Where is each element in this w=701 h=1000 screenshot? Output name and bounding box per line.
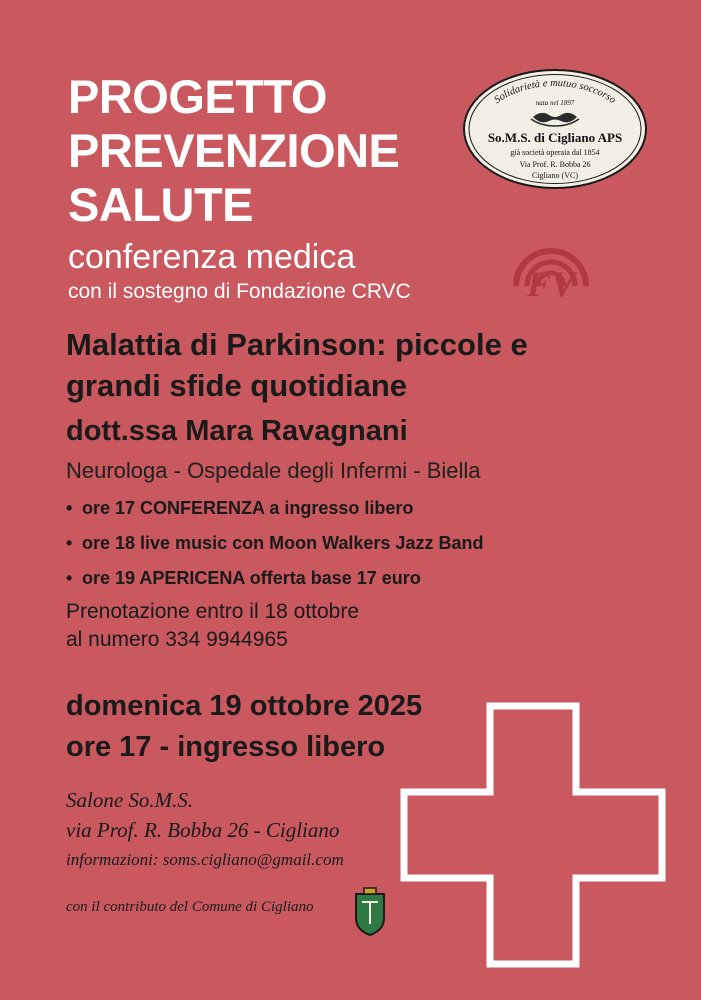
booking-line-2: al numero 334 9944965 [66, 628, 288, 652]
agenda-item [66, 498, 626, 519]
topic-line-1: Malattia di Parkinson: piccole e [66, 327, 528, 362]
bullet-icon: • [66, 533, 73, 553]
bullet-icon: • [66, 498, 73, 518]
medical-cross-graphic [398, 700, 668, 970]
svg-text:FV: FV [526, 264, 576, 302]
fondazione-crvc-logo [510, 222, 592, 302]
event-date: domenica 19 ottobre 2025 [66, 690, 423, 722]
venue-block [66, 786, 339, 846]
venue-address: via Prof. R. Bobba 26 - Cigliano [66, 817, 340, 842]
booking-line-1: Prenotazione entro il 18 ottobre [66, 600, 360, 623]
soms-logo [462, 68, 648, 190]
svg-text:nata nel 1897: nata nel 1897 [535, 99, 575, 107]
title-line-1: PROGETTO [68, 70, 327, 123]
agenda-list [66, 498, 626, 603]
booking-info [66, 598, 359, 655]
poster-title [68, 70, 468, 232]
contributo-line: con il contributo del Comune di Cigliano [66, 899, 314, 915]
agenda-item [66, 568, 626, 589]
bullet-icon: • [66, 568, 73, 588]
sponsor-line: con il sostegno di Fondazione CRVC [68, 280, 411, 303]
svg-text:So.M.S. di Cigliano APS: So.M.S. di Cigliano APS [487, 130, 623, 145]
topic-line-2: grandi sfide quotidiane [66, 367, 408, 403]
title-line-2: PREVENZIONE [68, 124, 400, 178]
comune-di-cigliano-crest [352, 884, 388, 938]
svg-text:Solidarietà e mutuo soccorso: Solidarietà e mutuo soccorso [492, 77, 618, 106]
event-time-entry: ore 17 - ingresso libero [66, 731, 386, 764]
svg-text:già società operaia dal 1854: già società operaia dal 1854 [510, 148, 600, 157]
title-line-3: SALUTE [68, 178, 253, 232]
svg-text:Cigliano (VC): Cigliano (VC) [532, 171, 578, 180]
poster-subtitle: conferenza medica [68, 238, 356, 276]
speaker-role: Neurologa - Ospedale degli Infermi - Biella [66, 458, 481, 483]
agenda-item-label: ore 17 CONFERENZA a ingresso libero [82, 498, 414, 518]
speaker-name: dott.ssa Mara Ravagnani [66, 415, 408, 447]
event-date-block [66, 686, 422, 768]
venue-name: Salone So.M.S. [66, 788, 194, 812]
agenda-item-label: ore 19 APERICENA offerta base 17 euro [82, 568, 421, 588]
svg-text:Via Prof. R. Bobba 26: Via Prof. R. Bobba 26 [519, 160, 591, 169]
conference-topic [66, 325, 626, 407]
agenda-item [66, 533, 626, 554]
contact-info: informazioni: soms.cigliano@gmail.com [66, 850, 344, 869]
agenda-item-label: ore 18 live music con Moon Walkers Jazz Band [82, 533, 484, 553]
